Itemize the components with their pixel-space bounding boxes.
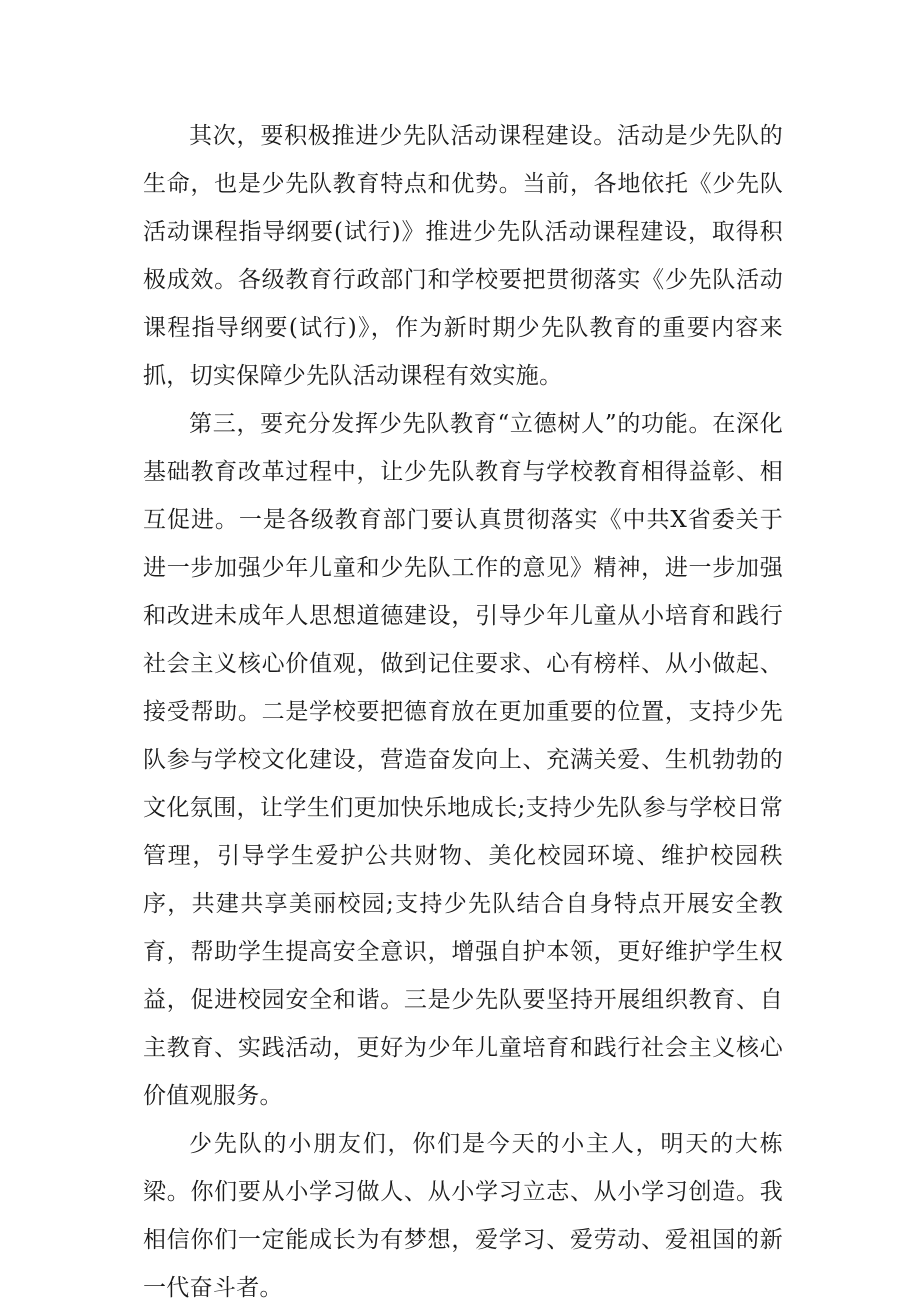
paragraph-closing-message: 少先队的小朋友们，你们是今天的小主人，明天的大栋梁。你们要从小学习做人、从小学习立志、从小学习创造。我相信你们一定能成长为有梦想，爱学习、爱劳动、爱祖国的新一代奋斗者。 [143, 1131, 783, 1301]
document-body [143, 112, 783, 1312]
paragraph-activity-curriculum: 其次，要积极推进少先队活动课程建设。活动是少先队的生命，也是少先队教育特点和优势。当前，各地依托《少先队活动课程指导纲要(试行)》推进少先队活动课程建设，取得积极成效。各级教育行政部门和学校要把贯彻落实《少先队活动课程指导纲要(试行)》，作为新时期少先队教育的重要内容来抓，切实保障少先队活动课程有效实施。 [143, 123, 783, 389]
paragraph-moral-education: 第三，要充分发挥少先队教育“立德树人”的功能。在深化基础教育改革过程中，让少先队教育与学校教育相得益彰、相互促进。一是各级教育部门要认真贯彻落实《中共X省委关于进一步加强少年儿童和少先队工作的意见》精神，进一步加强和改进未成年人思想道德建设，引导少年儿童从小培育和践行社会主义核心价值观，做到记住要求、心有榜样、从小做起、接受帮助。二是学校要把德育放在更加重要的位置，支持少先队参与学校文化建设，营造奋发向上、充满关爱、生机勃勃的文化氛围，让学生们更加快乐地成长;支持少先队参与学校日常管理，引导学生爱护公共财物、美化校园环境、维护校园秩序，共建共享美丽校园;支持少先队结合自身特点开展安全教育，帮助学生提高安全意识，增强自护本领，更好维护学生权益，促进校园安全和谐。三是少先队要坚持开展组织教育、自主教育、实践活动，更好为少年儿童培育和践行社会主义核心价值观服务。 [143, 411, 783, 1109]
